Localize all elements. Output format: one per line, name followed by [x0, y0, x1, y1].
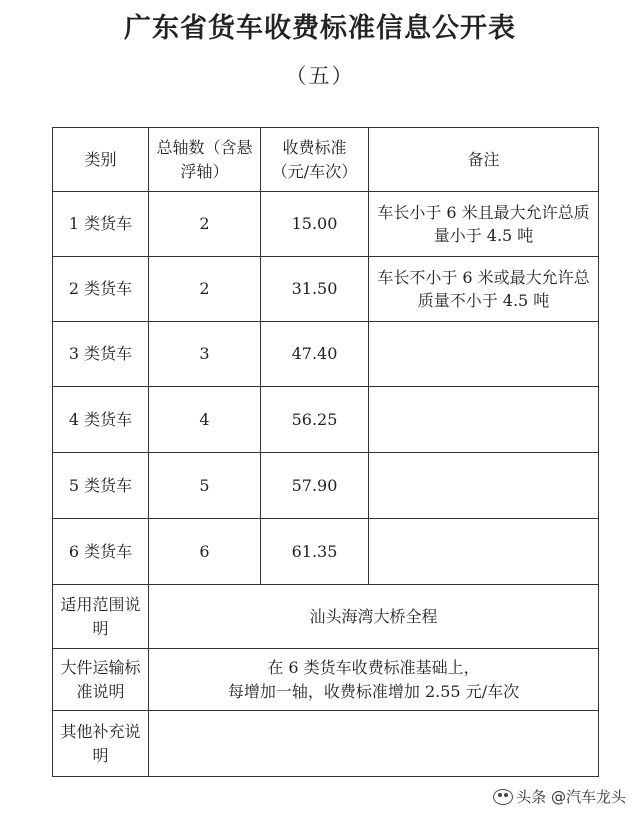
cell-axles: 2 — [149, 257, 261, 322]
watermark — [493, 786, 626, 807]
table-row — [53, 387, 599, 453]
cell-notes: 车长不小于 6 米或最大允许总质量不小于 4.5 吨 — [369, 257, 599, 322]
cell-category: 5 类货车 — [53, 453, 149, 519]
cell-notes — [369, 453, 599, 519]
cell-fee: 57.90 — [261, 453, 369, 519]
oversize-line-2: 每增加一轴，收费标准增加 2.55 元/车次 — [227, 681, 520, 701]
table-row — [53, 192, 599, 257]
cell-axles: 3 — [149, 322, 261, 387]
header-axles: 总轴数（含悬浮轴） — [149, 128, 261, 192]
cell-axles: 6 — [149, 519, 261, 585]
cell-fee: 56.25 — [261, 387, 369, 453]
other-row — [53, 711, 599, 777]
fee-table — [52, 127, 599, 777]
cell-axles: 2 — [149, 192, 261, 257]
table-row — [53, 322, 599, 387]
scope-row — [53, 585, 599, 649]
header-fee: 收费标准（元/车次） — [261, 128, 369, 192]
oversize-line-1: 在 6 类货车收费标准基础上， — [267, 658, 480, 678]
page-subtitle: （五） — [285, 64, 355, 88]
cell-fee: 61.35 — [261, 519, 369, 585]
cell-axles: 4 — [149, 387, 261, 453]
scope-value: 汕头海湾大桥全程 — [149, 585, 599, 649]
cell-notes — [369, 322, 599, 387]
cell-axles: 5 — [149, 453, 261, 519]
oversize-row — [53, 649, 599, 711]
table-row — [53, 453, 599, 519]
watermark-text: 头条 @汽车龙头 — [516, 788, 626, 806]
header-notes: 备注 — [369, 128, 599, 192]
cell-fee: 47.40 — [261, 322, 369, 387]
cell-fee: 31.50 — [261, 257, 369, 322]
cell-category: 4 类货车 — [53, 387, 149, 453]
cell-category: 1 类货车 — [53, 192, 149, 257]
cell-notes — [369, 519, 599, 585]
other-label: 其他补充说明 — [53, 711, 149, 777]
cell-category: 2 类货车 — [53, 257, 149, 322]
cell-notes — [369, 387, 599, 453]
oversize-value — [149, 649, 599, 711]
table-header-row — [53, 128, 599, 192]
scope-label: 适用范围说明 — [53, 585, 149, 649]
table-row — [53, 257, 599, 322]
oversize-label: 大件运输标准说明 — [53, 649, 149, 711]
cell-fee: 15.00 — [261, 192, 369, 257]
cell-notes: 车长小于 6 米且最大允许总质量小于 4.5 吨 — [369, 192, 599, 257]
cell-category: 6 类货车 — [53, 519, 149, 585]
page-title: 广东省货车收费标准信息公开表 — [124, 13, 516, 44]
cell-category: 3 类货车 — [53, 322, 149, 387]
wechat-icon — [493, 789, 513, 805]
table-row — [53, 519, 599, 585]
other-value — [149, 711, 599, 777]
header-category: 类别 — [53, 128, 149, 192]
